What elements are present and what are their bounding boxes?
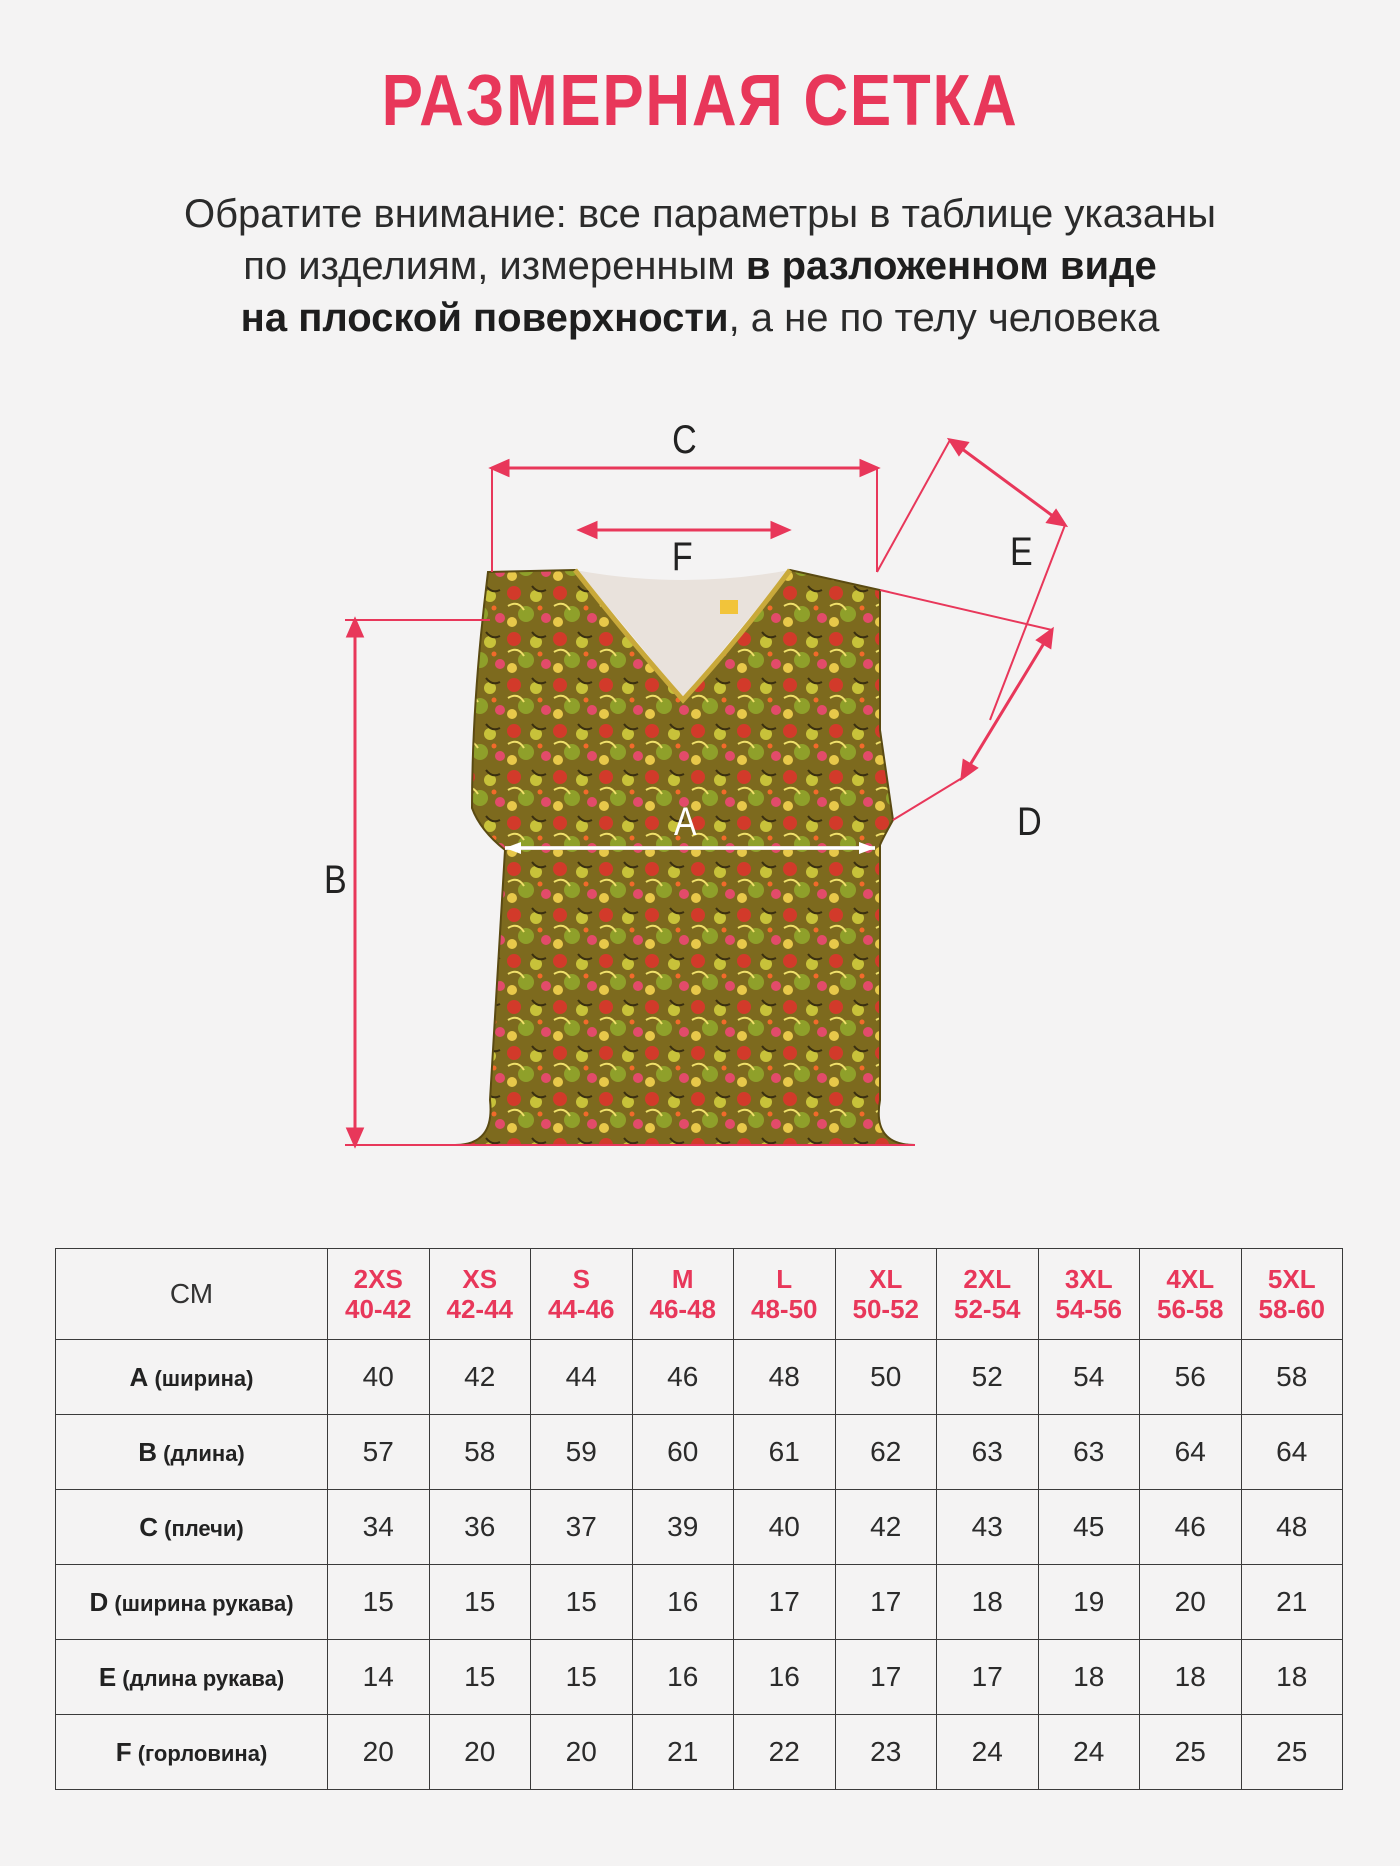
- table-cell: 20: [531, 1715, 633, 1790]
- size-range: 56-58: [1157, 1294, 1224, 1324]
- table-cell: 48: [734, 1340, 836, 1415]
- table-cell: 18: [1140, 1640, 1242, 1715]
- table-cell: 17: [937, 1640, 1039, 1715]
- row-name: (плечи): [158, 1515, 244, 1541]
- table-cell: 15: [328, 1565, 430, 1640]
- size-table: [55, 1248, 1343, 1790]
- table-row: [56, 1340, 1343, 1415]
- size-header: [632, 1249, 734, 1340]
- table-cell: 63: [1038, 1415, 1140, 1490]
- table-cell: 18: [937, 1565, 1039, 1640]
- size-header: [937, 1249, 1039, 1340]
- table-cell: 56: [1140, 1340, 1242, 1415]
- size-label: 3XL: [1064, 1264, 1113, 1294]
- table-cell: 45: [1038, 1490, 1140, 1565]
- table-cell: 43: [937, 1490, 1039, 1565]
- table-cell: 46: [632, 1340, 734, 1415]
- size-range: 52-54: [954, 1294, 1021, 1324]
- size-header: [1241, 1249, 1343, 1340]
- table-cell: 34: [328, 1490, 430, 1565]
- subtitle-line-3-text: , а не по телу человека: [728, 296, 1160, 340]
- size-range: 50-52: [852, 1294, 919, 1324]
- size-header: [734, 1249, 836, 1340]
- label-d: D: [1017, 800, 1042, 844]
- size-label: XS: [462, 1264, 498, 1294]
- table-cell: 48: [1241, 1490, 1343, 1565]
- table-cell: 40: [734, 1490, 836, 1565]
- row-name: (ширина рукава): [108, 1590, 294, 1616]
- table-row: [56, 1640, 1343, 1715]
- page-title: РАЗМЕРНАЯ СЕТКА: [381, 61, 1019, 141]
- table-cell: 16: [734, 1640, 836, 1715]
- table-cell: 63: [937, 1415, 1039, 1490]
- row-letter: F: [115, 1736, 132, 1767]
- table-body: [56, 1340, 1343, 1790]
- table-cell: 22: [734, 1715, 836, 1790]
- size-label: 2XS: [353, 1264, 403, 1294]
- table-cell: 42: [835, 1490, 937, 1565]
- subtitle-line-3: [0, 292, 1400, 344]
- table-cell: 23: [835, 1715, 937, 1790]
- table-cell: 19: [1038, 1565, 1140, 1640]
- row-letter: C: [139, 1511, 159, 1542]
- table-cell: 36: [429, 1490, 531, 1565]
- row-header: [56, 1715, 328, 1790]
- table-cell: 21: [632, 1715, 734, 1790]
- size-range: 44-46: [548, 1294, 615, 1324]
- subtitle-line-2: [0, 240, 1400, 292]
- table-cell: 20: [429, 1715, 531, 1790]
- size-label: 4XL: [1166, 1264, 1215, 1294]
- table-cell: 40: [328, 1340, 430, 1415]
- table-cell: 58: [429, 1415, 531, 1490]
- label-b: B: [324, 858, 347, 902]
- table-cell: 46: [1140, 1490, 1242, 1565]
- size-range: 48-50: [751, 1294, 818, 1324]
- table-cell: 25: [1140, 1715, 1242, 1790]
- row-letter: A: [129, 1361, 149, 1392]
- size-range: 40-42: [345, 1294, 412, 1324]
- table-cell: 37: [531, 1490, 633, 1565]
- row-name: (длина рукава): [116, 1665, 285, 1691]
- table-cell: 24: [937, 1715, 1039, 1790]
- label-a: A: [674, 800, 697, 844]
- row-letter: B: [138, 1436, 157, 1467]
- row-name: (длина): [157, 1440, 245, 1466]
- table-row: [56, 1490, 1343, 1565]
- table-cell: 57: [328, 1415, 430, 1490]
- table-cell: 25: [1241, 1715, 1343, 1790]
- table-cell: 15: [429, 1565, 531, 1640]
- tshirt-illustration: [455, 570, 915, 1145]
- table-cell: 16: [632, 1565, 734, 1640]
- table-cell: 14: [328, 1640, 430, 1715]
- row-header: [56, 1565, 328, 1640]
- table-cell: 52: [937, 1340, 1039, 1415]
- label-c: C: [672, 418, 697, 462]
- table-cell: 64: [1140, 1415, 1242, 1490]
- table-cell: 39: [632, 1490, 734, 1565]
- size-range: 54-56: [1055, 1294, 1122, 1324]
- row-header: [56, 1415, 328, 1490]
- subtitle-line-3-bold: на плоской поверхности: [240, 296, 729, 340]
- row-letter: D: [89, 1586, 109, 1617]
- table-cell: 16: [632, 1640, 734, 1715]
- table-cell: 20: [328, 1715, 430, 1790]
- size-header: [1140, 1249, 1242, 1340]
- table-cell: 17: [734, 1565, 836, 1640]
- table-cell: 21: [1241, 1565, 1343, 1640]
- size-range: 46-48: [649, 1294, 716, 1324]
- table-cell: 42: [429, 1340, 531, 1415]
- table-cell: 54: [1038, 1340, 1140, 1415]
- subtitle-line-1: Обратите внимание: все параметры в таблице указаны: [184, 192, 1216, 236]
- size-range: 58-60: [1258, 1294, 1325, 1324]
- size-label: 5XL: [1267, 1264, 1316, 1294]
- subtitle-line-2-bold: в разложенном виде: [745, 244, 1157, 288]
- size-label: L: [776, 1264, 793, 1294]
- table-cell: 18: [1038, 1640, 1140, 1715]
- table-cell: 15: [429, 1640, 531, 1715]
- tshirt-diagram-svg: [0, 400, 1400, 1180]
- size-label: S: [572, 1264, 590, 1294]
- label-f: F: [671, 535, 693, 579]
- label-e: E: [1010, 530, 1033, 574]
- table-cell: 60: [632, 1415, 734, 1490]
- table-cell: 18: [1241, 1640, 1343, 1715]
- table-row: [56, 1565, 1343, 1640]
- size-header: [835, 1249, 937, 1340]
- table-cell: 15: [531, 1640, 633, 1715]
- subtitle-note: [0, 188, 1400, 344]
- table-cell: 17: [835, 1640, 937, 1715]
- measurement-diagram: [0, 400, 1400, 1180]
- row-name: (ширина): [148, 1365, 254, 1391]
- table-cell: 15: [531, 1565, 633, 1640]
- table-header-row: [56, 1249, 1343, 1340]
- table-cell: 24: [1038, 1715, 1140, 1790]
- table-cell: 58: [1241, 1340, 1343, 1415]
- table-cell: 20: [1140, 1565, 1242, 1640]
- table-cell: 17: [835, 1565, 937, 1640]
- row-letter: E: [98, 1661, 117, 1692]
- row-header: [56, 1490, 328, 1565]
- size-header: [429, 1249, 531, 1340]
- row-header: [56, 1340, 328, 1415]
- table-cell: 62: [835, 1415, 937, 1490]
- size-range: 42-44: [446, 1294, 513, 1324]
- size-label: 2XL: [963, 1264, 1012, 1294]
- table-row: [56, 1415, 1343, 1490]
- size-label: XL: [869, 1264, 903, 1294]
- table-cell: 61: [734, 1415, 836, 1490]
- row-name: (горловина): [131, 1740, 268, 1766]
- table-cell: 44: [531, 1340, 633, 1415]
- size-header: [328, 1249, 430, 1340]
- subtitle-line-2-text: по изделиям, измеренным: [243, 244, 746, 288]
- table-cell: 64: [1241, 1415, 1343, 1490]
- size-header: [531, 1249, 633, 1340]
- size-header: [1038, 1249, 1140, 1340]
- unit-header: СМ: [56, 1249, 328, 1340]
- table-row: [56, 1715, 1343, 1790]
- size-label: M: [671, 1264, 694, 1294]
- table-cell: 50: [835, 1340, 937, 1415]
- table-cell: 59: [531, 1415, 633, 1490]
- row-header: [56, 1640, 328, 1715]
